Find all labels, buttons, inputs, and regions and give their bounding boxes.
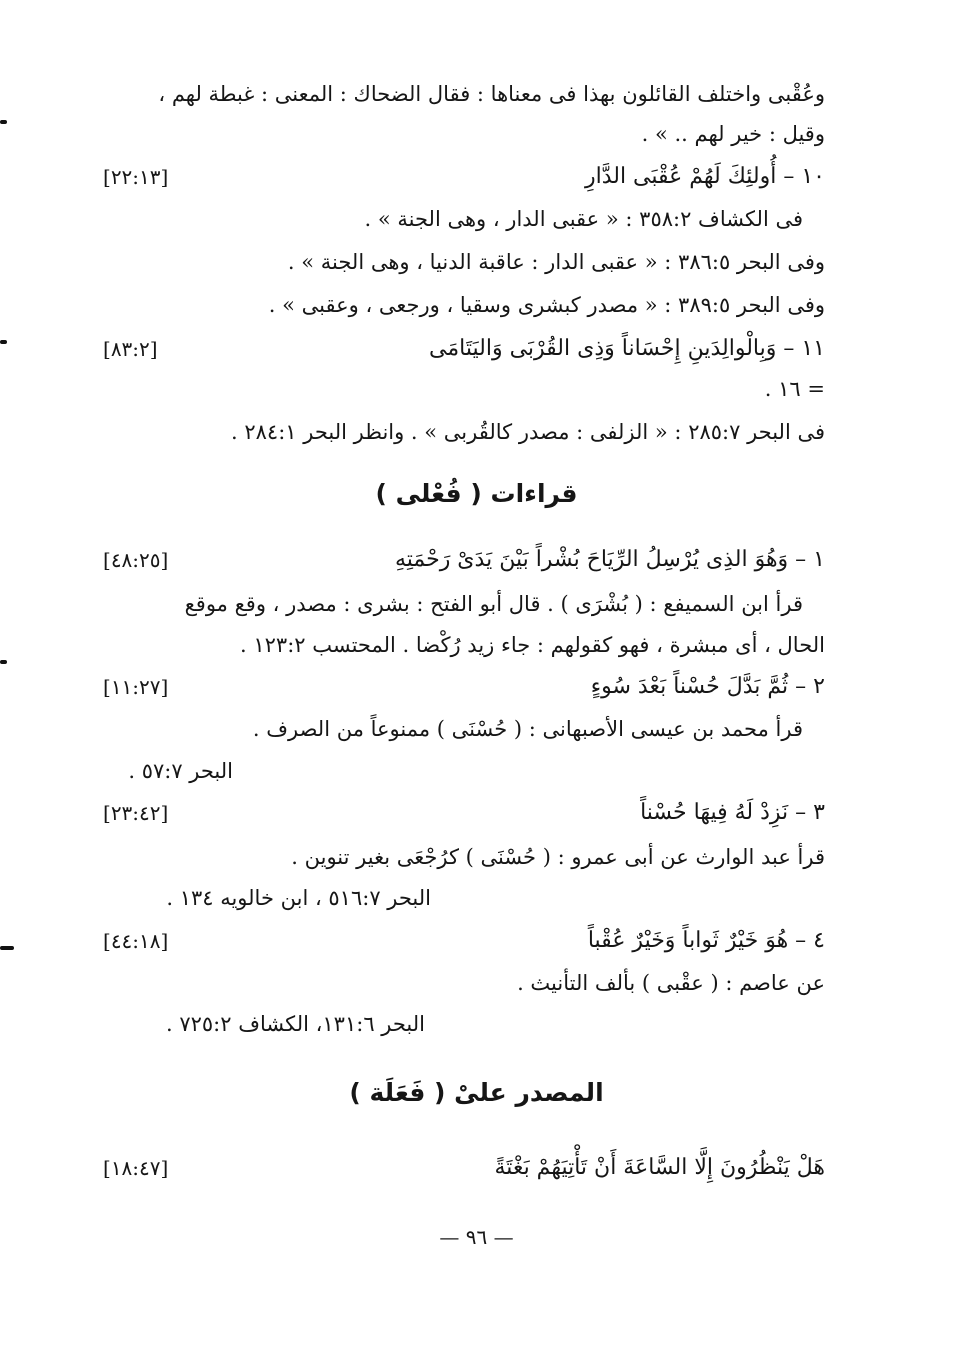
verse-reference: [٨٣:٢] (103, 337, 158, 361)
text-line: قرأ ابن السميفع : ( بُشْرَى ) . قال أبو الفتح : بشرى : مصدر ، وقع موقع (184, 592, 803, 616)
verse-line: هَلْ يَنْظُرُونَ إِلَّا السَّاعَةَ أَنْ تَأْتِيَهُمْ بَغْتَةً (494, 1155, 825, 1180)
citation-line: البحر ١٣١:٦، الكشاف ٧٢٥:٢ . (165, 1012, 425, 1036)
margin-mark (0, 660, 7, 664)
text-line: = ١٦ . (764, 377, 825, 401)
text-line: الحال ، أى مبشرة ، فهو كقولهم : جاء زيد رُكْضا . المحتسب ١٢٣:٢ . (240, 633, 825, 657)
verse-line: ٢ – ثُمَّ بَدَّلَ حُسْناً بَعْدَ سُوءٍ (590, 674, 825, 699)
verse-reference: [٤٨:٢٥] (103, 548, 169, 572)
text-line: قرأ محمد بن عيسى الأصبهانى : ( حُسْنَى ) ممنوعاً من الصرف . (252, 717, 803, 741)
section-heading: قراءات ( فُعْلى ) (375, 479, 578, 508)
margin-mark (0, 340, 7, 344)
verse-reference: [١١:٢٧] (103, 675, 169, 699)
verse-line: ١ – وَهُوَ الذِى يُرْسِلُ الرِّيَاحَ بُشْراً بَيْنَ يَدَىْ رَحْمَتِهِ (394, 547, 825, 572)
text-line: وعُقْبى واختلف القائلون بهذا فى معناها : فقال الضحاك : المعنى : غبطة لهم ، (158, 82, 825, 106)
text-line: وفى البحر ٣٨٦:٥ : « عقبى الدار : عاقبة الدنيا ، وهى الجنة » . (287, 250, 825, 274)
verse-line: ٤ – هُوَ خَيْرٌ ثَواباً وَخَيْرٌ عُقْباً (587, 928, 825, 953)
citation-line: البحر ٥١٦:٧ ، ابن خالويه ١٣٤ . (166, 886, 431, 910)
verse-reference: [١٨:٤٧] (103, 1156, 169, 1180)
verse-reference: [٤٤:١٨] (103, 929, 169, 953)
verse-reference: [٢٢:١٣] (103, 165, 169, 189)
margin-mark (0, 946, 14, 950)
text-line: عن عاصم : ( عقْبى ) بألف التأنيث . (517, 971, 825, 995)
text-line: قرأ عبد الوارث عن أبى عمرو : ( حُسْنَى ) كرُجْعَى بغير تنوين . (291, 845, 825, 869)
citation-line: البحر ٥٧:٧ . (128, 759, 233, 783)
verse-line: ١٠ – أُولئِكَ لَهُمْ عُقْبَى الدَّارِ (584, 164, 825, 189)
text-line: وفى البحر ٣٨٩:٥ : « مصدر كبشرى وسقيا ، ورجعى ، وعقبى » . (268, 293, 825, 317)
verse-reference: [٢٣:٤٢] (103, 801, 169, 825)
margin-mark (0, 120, 7, 124)
text-line: فى البحر ٢٨٥:٧ : « الزلفى : مصدر كالقُربى » . وانظر البحر ٢٨٤:١ . (231, 420, 825, 444)
verse-line: ٣ – نَزِدْ لَهُ فِيهَا حُسْناً (640, 800, 825, 825)
page-number: — ٩٦ — (439, 1225, 514, 1249)
section-heading: المصدر علىْ ( فَعَلَة ) (349, 1078, 604, 1107)
text-line: وقيل : خير لهم .. » . (641, 122, 825, 146)
text-line: فى الكشاف ٣٥٨:٢ : « عقبى الدار ، وهى الجنة » . (364, 207, 803, 231)
verse-line: ١١ – وَبِالْوالِدَينِ إِحْسَاناً وَذِى القُرْبَى وَاليَتَامَى (429, 336, 825, 361)
